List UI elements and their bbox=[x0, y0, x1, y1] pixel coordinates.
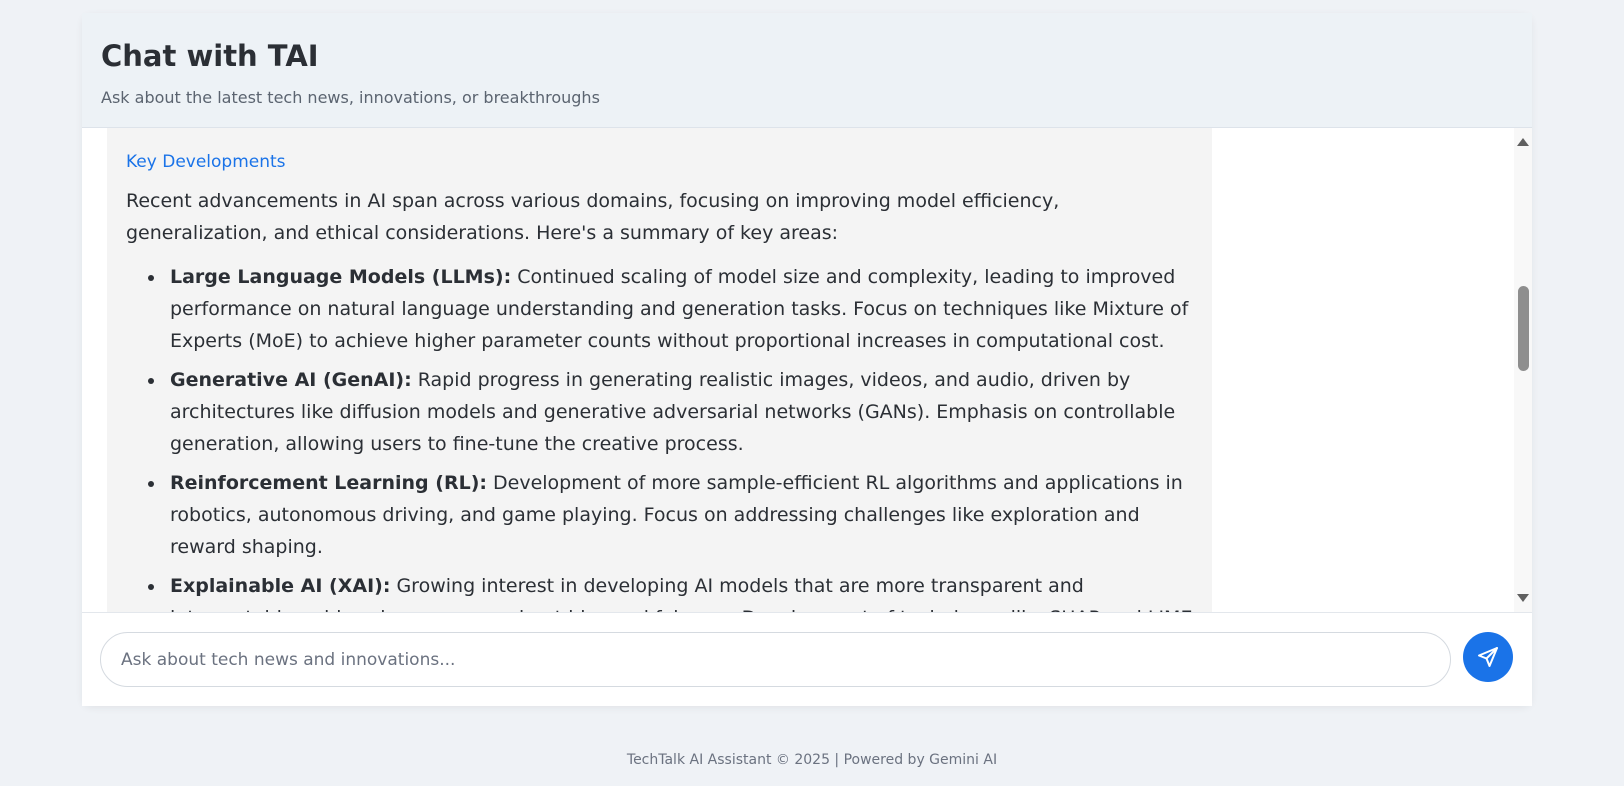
chat-header bbox=[82, 13, 1532, 128]
list-item-text: Continued scaling of model size and complexity, leading to improved performance on natural language understanding and generation tasks. Focus on techniques like Mixture of Experts (MoE) to achieve higher parameter counts without proportional increases in computational cost. bbox=[170, 266, 1189, 352]
page-subtitle: Ask about the latest tech news, innovations, or breakthroughs bbox=[101, 88, 600, 107]
list-item bbox=[170, 467, 1194, 563]
input-bar bbox=[82, 612, 1532, 706]
bullet-icon bbox=[148, 378, 154, 384]
key-areas-list bbox=[126, 261, 1194, 666]
footer-text: TechTalk AI Assistant © 2025 | Powered by Gemini AI bbox=[626, 752, 998, 768]
list-item-term: Reinforcement Learning (RL): bbox=[170, 472, 487, 494]
list-item-term: Large Language Models (LLMs): bbox=[170, 266, 512, 288]
list-item-text: Rapid progress in generating realistic images, videos, and audio, driven by architectures like diffusion models and generative adversarial networks (GANs). Emphasis on controllable generation, allowing users to fine-tune the creative process. bbox=[170, 369, 1176, 455]
list-item bbox=[170, 364, 1194, 460]
list-item bbox=[170, 261, 1194, 357]
chat-input[interactable] bbox=[100, 632, 1451, 687]
list-item-term: Explainable AI (XAI): bbox=[170, 575, 391, 597]
chat-card bbox=[82, 13, 1532, 706]
list-item-text: Development of more sample-efficient RL algorithms and applications in robotics, autonomous driving, and game playing. Focus on addressing challenges like exploration and reward shaping. bbox=[170, 472, 1183, 558]
scroll-down-arrow-icon[interactable] bbox=[1517, 594, 1529, 602]
send-icon bbox=[1476, 645, 1500, 669]
list-item-term: Generative AI (GenAI): bbox=[170, 369, 412, 391]
message-intro: Recent advancements in AI span across various domains, focusing on improving model efficiency, generalization, and ethical considerations. Here's a summary of key areas: bbox=[126, 190, 1060, 244]
assistant-message bbox=[107, 128, 1212, 612]
vertical-scrollbar[interactable] bbox=[1514, 128, 1532, 612]
message-list[interactable] bbox=[82, 128, 1532, 612]
list-item-text: Growing interest in developing AI models that are more transparent and bbox=[396, 575, 1084, 597]
section-heading: Key Developments bbox=[126, 152, 286, 172]
scrollbar-thumb[interactable] bbox=[1518, 286, 1529, 371]
bullet-icon bbox=[148, 481, 154, 487]
scroll-up-arrow-icon[interactable] bbox=[1517, 138, 1529, 146]
bullet-icon bbox=[148, 584, 154, 590]
page-title: Chat with TAI bbox=[101, 39, 319, 73]
bullet-icon bbox=[148, 275, 154, 281]
send-button[interactable] bbox=[1463, 632, 1513, 682]
